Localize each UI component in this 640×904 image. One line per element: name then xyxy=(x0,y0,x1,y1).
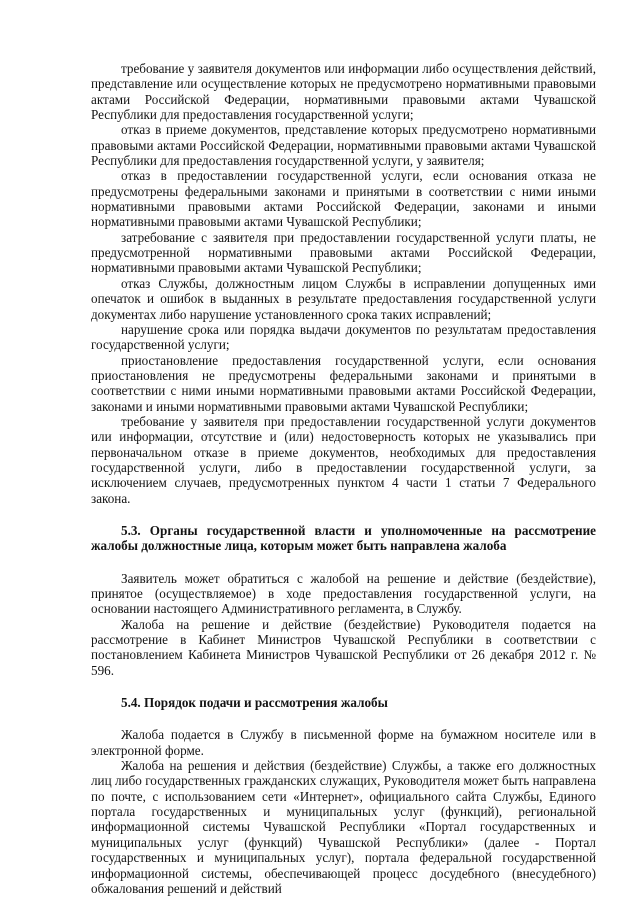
section-heading-5-3: 5.3. Органы государственной власти и уполномоченные на рассмотрение жалобы должностные лица, которым может быть направлена жалоба xyxy=(91,522,596,554)
paragraph-complaint-cabinet: Жалоба на решение и действие (бездействие) Руководителя подается на рассмотрение в Кабинет Министров Чувашской Республики в соответствии с постановлением Кабинета Министров Чувашской Республики от 26 декабря 2012 г. № 596. xyxy=(91,616,596,678)
paragraph-refusal-acceptance: отказ в приеме документов, представление которых предусмотрено нормативными правовыми актами Российской Федерации, нормативными правовыми актами Чувашской Республики для предоставления государственной услуги, у заявителя; xyxy=(91,122,596,169)
paragraph-correction-refusal: отказ Службы, должностным лицом Службы в исправлении допущенных ими опечаток и ошибок в выданных в результате предоставления государственной услуги документах либо нарушение установленного срока таких исправлений; xyxy=(91,275,596,322)
paragraph-missing-info: требование у заявителя при предоставлении государственной услуги документов или информации, отсутствие и (или) недостоверность которых не указывались при первоначальном отказе в приеме документов, необходимых для предоставления государственной услуги, либо в предоставлении государственной услуги, за исключением случаев, предусмотренных пунктом 4 части 1 статьи 7 Федерального закона. xyxy=(91,413,596,506)
paragraph-requirement-documents: требование у заявителя документов или информации либо осуществления действий, представление или осуществление которых не предусмотрено нормативными правовыми актами Российской Федерации, нормативными правовыми актами Чувашской Республики для предоставления государственной услуги; xyxy=(91,61,596,123)
paragraph-complaint-channels: Жалоба на решения и действия (бездействие) Службы, а также его должностных лиц либо государственных гражданских служащих, Руководителя может быть направлена по почте, с использованием сети «Интернет», официального сайта Службы, Единого портала государственных и муниципальных услуг (функций), региональной информационной системы Чувашской Республики «Портал государственных и муниципальных услуг (функций) Чувашской Республики» (далее - Портал государственных и муниципальных услуг), портала федеральной государственной информационной системы, обеспечивающей процесс досудебного (внесудебного) обжалования решений и действий xyxy=(91,758,596,896)
paragraph-complaint-right: Заявитель может обратиться с жалобой на решение и действие (бездействие), принятое (осуществляемое) в ходе предоставления государственной услуги, на основании настоящего Административного регламента, в Службу. xyxy=(91,570,596,617)
section-heading-5-4: 5.4. Порядок подачи и рассмотрения жалобы xyxy=(121,695,388,711)
paragraph-deadline-violation: нарушение срока или порядка выдачи документов по результатам предоставления государственной услуги; xyxy=(91,321,596,353)
paragraph-refusal-provision: отказ в предоставлении государственной услуги, если основания отказа не предусмотрены федеральными законами и принятыми в соответствии с ними иными нормативными правовыми актами Российской Федерации, законами и иными нормативными правовыми актами Чувашской Республики; xyxy=(91,168,596,230)
paragraph-suspension: приостановление предоставления государственной услуги, если основания приостановления не предусмотрены федеральными законами и принятыми в соответствии с ними иными нормативными правовыми актами Российской Федерации, законами и иными нормативными правовыми актами Чувашской Республики; xyxy=(91,352,596,414)
paragraph-payment-demand: затребование с заявителя при предоставлении государственной услуги платы, не предусмотренной нормативными правовыми актами Российской Федерации, нормативными правовыми актами Чувашской Республики; xyxy=(91,229,596,276)
paragraph-complaint-form: Жалоба подается в Службу в письменной форме на бумажном носителе или в электронной форме. xyxy=(91,727,596,758)
document-page xyxy=(91,61,596,897)
